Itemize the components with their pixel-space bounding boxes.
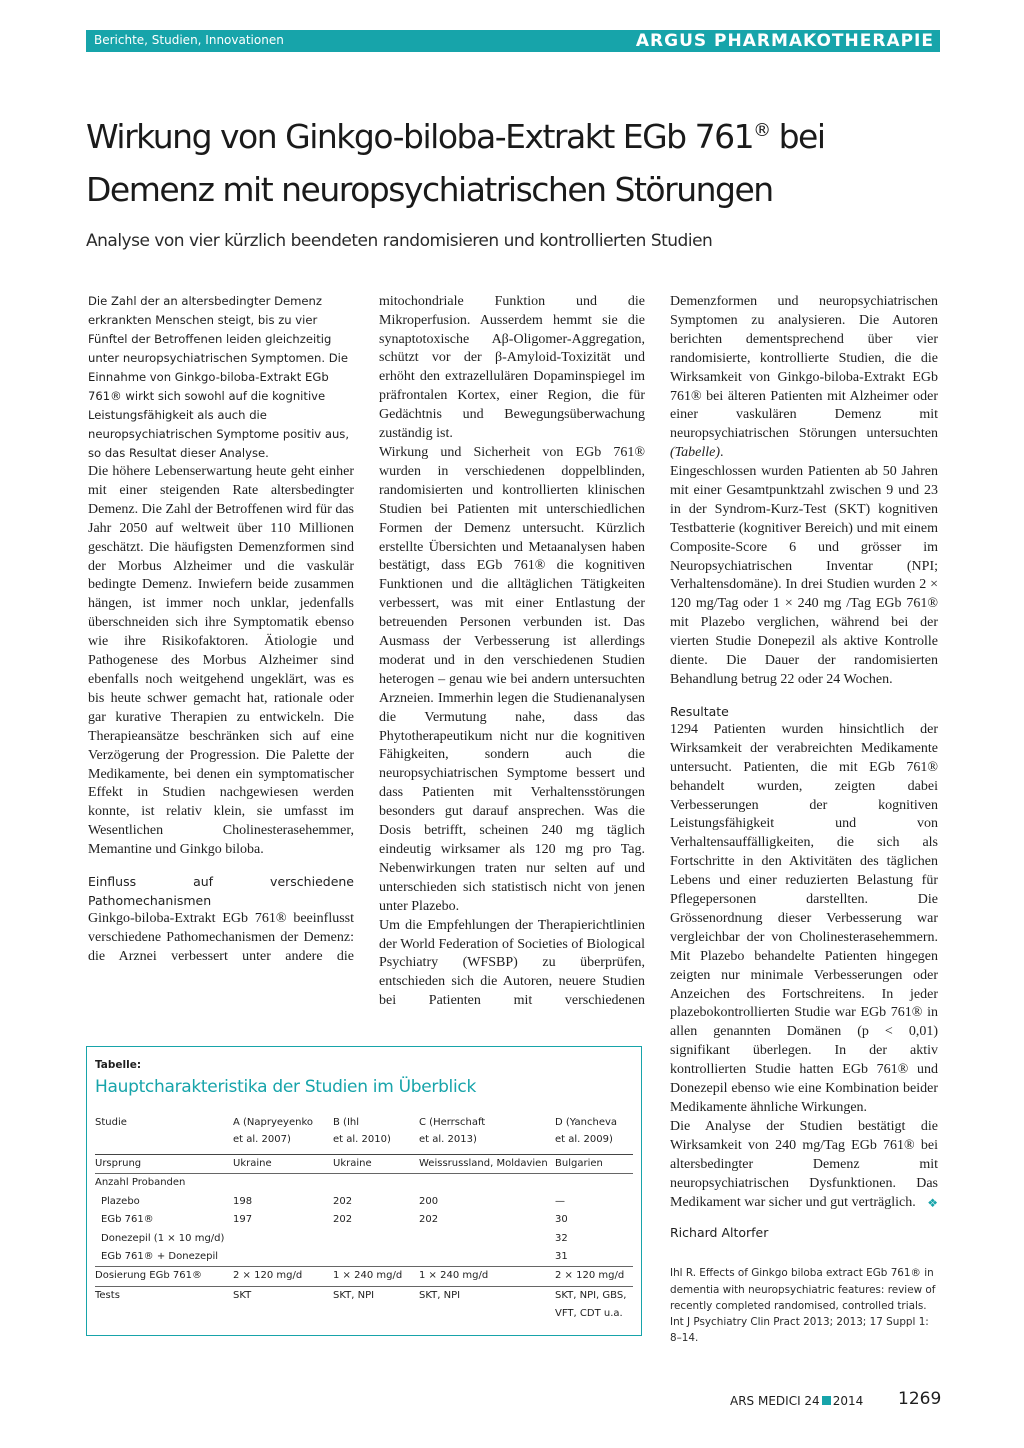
- paragraph-intro: Die höhere Lebenserwartung heute geht einher mit einer steigenden Rate altersbedingter Demenz. Die Zahl der Betroffenen wird für das Jahr 2050 auf weltweit über 110 Millionen geschätzt. Die häufigsten Demenzformen sind der Morbus Alzheimer und die vaskulär bedingte Demenz. Inwiefern beide zusammen hängen, ist immer noch unklar, jedenfalls überschneiden sich ihre Symptomatik ebenso wie ihre Risikofaktoren. Ätiologie und Pathogenese des Morbus Alzheimer sind ebenfalls noch weitgehend ungeklärt, was es bis heute schwer gemacht hat, rationale oder gar kurative Therapien zu entwickeln. Die Therapieansätze beschränken sich auf eine Verzögerung der Progression. Die Palette der Medikamente, bei denen ein symptomatischer Effekt in Studien nachgewiesen werden konnte, ist relativ klein, sie umfasst im Wesentlichen Cholinesterasehemmer, Memantine und Ginkgo biloba.: [88, 464, 354, 858]
- article-subtitle: Analyse von vier kürzlich beendeten randomisieren und kontrollierten Studien: [86, 231, 713, 251]
- table-cell: Anzahl Probanden: [95, 1174, 233, 1193]
- table-cell: SKT, NPI, GBS, VFT, CDT u.a.: [555, 1286, 633, 1323]
- table-row: [95, 1230, 633, 1248]
- journal-name: ARS MEDICI 24: [730, 1394, 820, 1408]
- table-cell: 31: [555, 1251, 568, 1263]
- table-cell: Bulgarien: [555, 1155, 633, 1174]
- table-cell: —: [555, 1195, 565, 1207]
- table-cell: 30: [555, 1214, 568, 1226]
- square-separator-icon: [822, 1396, 831, 1405]
- title-part1: Wirkung von Ginkgo-biloba-Extrakt EGb 761: [86, 117, 754, 156]
- table-cell: 2 × 120 mg/d: [555, 1267, 633, 1286]
- table-cell: Donezepil (1 × 10 mg/d): [101, 1232, 225, 1244]
- heading-resultate: Resultate: [670, 703, 729, 719]
- table-row: [95, 1211, 633, 1229]
- table-cell: 202: [333, 1214, 353, 1226]
- studies-table: [95, 1115, 633, 1324]
- table-cell: Dosierung EGb 761®: [95, 1267, 233, 1286]
- table-cell: SKT: [233, 1286, 333, 1323]
- table-cell: SKT, NPI: [419, 1286, 555, 1323]
- table-cell: 202: [419, 1214, 439, 1226]
- table-cell: 198: [233, 1195, 253, 1207]
- table-row: [95, 1286, 633, 1323]
- table-cell: 2 × 120 mg/d: [233, 1267, 333, 1286]
- paragraph-empfehlungen: Um die Empfehlungen der Therapierichtlinien der World Federation of Societies of Biological Psychiatry (WFSBP) zu überprüfen, entschieden sich die Autoren, neuere Studien bei Patienten mit verschiedenen: [379, 917, 645, 1009]
- table-cell: SKT, NPI: [333, 1286, 419, 1323]
- section-label: Berichte, Studien, Innovationen: [94, 33, 284, 47]
- table-box: [86, 1046, 642, 1336]
- paragraph-pathomechanismen-cont: mitochondriale Funktion und die Mikroperfusion. Ausserdem hemmt sie die synaptotoxische Aβ-Oligomer-Aggregation, schützt vor der β-Amyloid-Toxizität und erhöht den extrazellulären Dopaminspiegel im präfrontalen Kortex, einer Region, die für Gedächtnis und Bewegungsüberwachung zuständig ist.: [379, 293, 645, 442]
- table-header-cell: B (Ihl et al. 2010): [333, 1117, 391, 1145]
- table-cell: Weissrussland, Moldavien: [419, 1155, 555, 1174]
- reference: Ihl R. Effects of Ginkgo biloba extract EGb 761® in dementia with neuropsychiatric features: review of recently completed randomised, controlled trials. Int J Psychiatry Clin Pract 2013; 2013; 17 Suppl 1: 8–14.: [670, 1267, 936, 1345]
- paragraph-resultate: 1294 Patienten wurden hinsichtlich der Wirksamkeit der verabreichten Medikamente untersucht. Patienten, die mit EGb 761® behandelt wurden, zeigten dabei Verbesserungen der kognitiven Leistungsfähigkeit und von Verhaltensauffälligkeiten, die sich als Fortschritte in den Aktivitäten des täglichen Lebens und einer reduzierten Belastung für Pflegepersonen darstellten. Die Grössenordnung dieser Verbesserung war vergleichbar der von Cholinesterasehemmern. Mit Plazebo behandelte Patienten hingegen zeigten nur minimale Verbesserungen oder Anzeichen des Fortschreitens. In jeder plazebokontrollierten Studie war EGb 761® in allen genannten Domänen (p < 0,01) signifikant überlegen. In der aktiv kontrollierten Studie hatten EGb 761® und Donezepil ebenso wie eine Kombination beider Medikamente ähnliche Wirkungen.: [670, 721, 938, 1115]
- table-header-row: [95, 1115, 633, 1155]
- journal-footer: [730, 1394, 863, 1408]
- heading-einfluss: Einfluss auf verschiedene Pathomechanismen: [88, 874, 354, 909]
- table-cell: Ursprung: [95, 1155, 233, 1174]
- paragraph-fazit: Die Analyse der Studien bestätigt die Wirksamkeit von 240 mg/Tag EGb 761® bei altersbedingter Demenz mit neuropsychiatrischen Dysfunktionen. Das Medikament war sicher und gut verträglich. ❖: [670, 1118, 938, 1213]
- column-3: [670, 293, 938, 1346]
- table-cell: 202: [333, 1195, 353, 1207]
- journal-year: 2014: [832, 1394, 864, 1408]
- table-cell: Ukraine: [233, 1155, 333, 1174]
- table-cell: 200: [419, 1195, 439, 1207]
- paragraph-wirkung: Wirkung und Sicherheit von EGb 761® wurden in verschiedenen doppelblinden, randomisierten und kontrollierten klinischen Studien bei Patienten mit unterschiedlichen Formen der Demenz untersucht. Kürzlich erstellte Übersichten und Metaanalysen haben bestätigt, dass EGb 761® die kognitiven Funktionen und die alltäglichen Tätigkeiten verbessert, was mit einer Entlastung der betreuenden Personen verbunden ist. Das Ausmass der Verbesserung ist allerdings moderat und in den verschiedenen Studien heterogen – genau wie bei andern untersuchten Arzneien. Immerhin legen die Studienanalysen die Vermutung nahe, dass das Phytotherapeutikum nicht nur die kognitiven Fähigkeiten, sondern auch die neuropsychiatrischen Symptome bessert und dass Patienten mit Verhaltensstörungen besonders gut darauf ansprechen. Was die Dosis betrifft, scheinen 240 mg täglich eindeutig wirksamer als 120 mg pro Tag. Nebenwirkungen traten nur selten auf und unterschieden sich statistisch nicht von jenen unter Plazebo.: [379, 444, 645, 914]
- table-cell: 197: [233, 1214, 253, 1226]
- table-header-cell: D (Yancheva et al. 2009): [555, 1117, 618, 1145]
- table-row: [95, 1174, 633, 1193]
- paragraph-pathomechanismen: Ginkgo-biloba-Extrakt EGb 761® beeinflusst verschiedene Pathomechanismen der Demenz: die Arznei verbessert unter andere die: [88, 911, 354, 964]
- table-label: Tabelle:: [95, 1059, 142, 1071]
- article-lead: Die Zahl der an altersbedingter Demenz erkrankten Menschen steigt, bis zu vier Fünftel der Betroffenen leiden gleichzeitig unter neuropsychiatrischen Symptomen. Die Einnahme von Ginkgo-biloba-Extrakt EGb 761® wirkt sich sowohl auf die kognitive Leistungsfähigkeit als auch die neuropsychiatrischen Symptome positiv aus, so das Resultat dieser Analyse.: [88, 294, 350, 460]
- table-row: [95, 1155, 633, 1174]
- author-name: Richard Altorfer: [670, 1225, 769, 1241]
- table-title: Hauptcharakteristika der Studien im Überblick: [95, 1077, 476, 1097]
- page-number: 1269: [898, 1389, 942, 1409]
- paragraph-einschluss: Eingeschlossen wurden Patienten ab 50 Jahren mit einer Gesamtpunktzahl zwischen 9 und 23 in der Syndrom-Kurz-Test (SKT) kognitiven Testbatterie (kognitiver Bereich) und mit einem Composite-Score 6 und grösser im Neuropsychiatrischen Inventar (NPI; Verhaltensdomäne). In drei Studien wurden 2 × 120 mg/Tag oder 1 × 240 mg /Tag EGb 761® mit Plazebo verglichen, während bei der vierten Studie Donepezil als aktive Kontrolle diente. Die Dauer der randomisierten Behandlung betrug 22 oder 24 Wochen.: [670, 464, 938, 687]
- table-cell: Tests: [95, 1286, 233, 1323]
- table-cell: Ukraine: [333, 1155, 419, 1174]
- table-cell: 1 × 240 mg/d: [419, 1267, 555, 1286]
- table-header-cell: Studie: [95, 1117, 127, 1128]
- article-title: [86, 104, 946, 216]
- table-header-cell: C (Herrschaft et al. 2013): [419, 1117, 486, 1145]
- table-header-cell: A (Napryeyenko et al. 2007): [233, 1117, 314, 1145]
- paragraph-empfehlungen-cont: Demenzformen und neuropsychiatrischen Symptomen zu analysieren. Die Autoren berichten dementsprechend über vier randomisierte, kontrollierte Studien, die die Wirksamkeit von Ginkgo-biloba-Extrakt EGb 761® bei älteren Patienten mit Alzheimer oder einer vaskulären Demenz mit neuropsychiatrischen Störungen untersuchten (Tabelle).: [670, 294, 938, 461]
- table-cell: EGb 761®: [101, 1214, 154, 1226]
- table-row: [95, 1193, 633, 1211]
- table-cell: 32: [555, 1232, 568, 1244]
- table-cell: Plazebo: [101, 1195, 140, 1207]
- brand-label: ARGUS PHARMAKOTHERAPIE: [635, 31, 934, 51]
- title-part2: bei Demenz mit neuropsychiatrischen Störungen: [86, 117, 825, 209]
- table-row: [95, 1248, 633, 1267]
- section-header-bar: [86, 30, 940, 52]
- end-mark-icon: ❖: [927, 1195, 938, 1210]
- column-1: [88, 292, 354, 967]
- table-cell: EGb 761® + Donezepil: [101, 1251, 219, 1263]
- table-cell: 1 × 240 mg/d: [333, 1267, 419, 1286]
- column-2: [379, 293, 645, 1013]
- title-registered-mark: ®: [753, 120, 770, 141]
- table-row: [95, 1267, 633, 1286]
